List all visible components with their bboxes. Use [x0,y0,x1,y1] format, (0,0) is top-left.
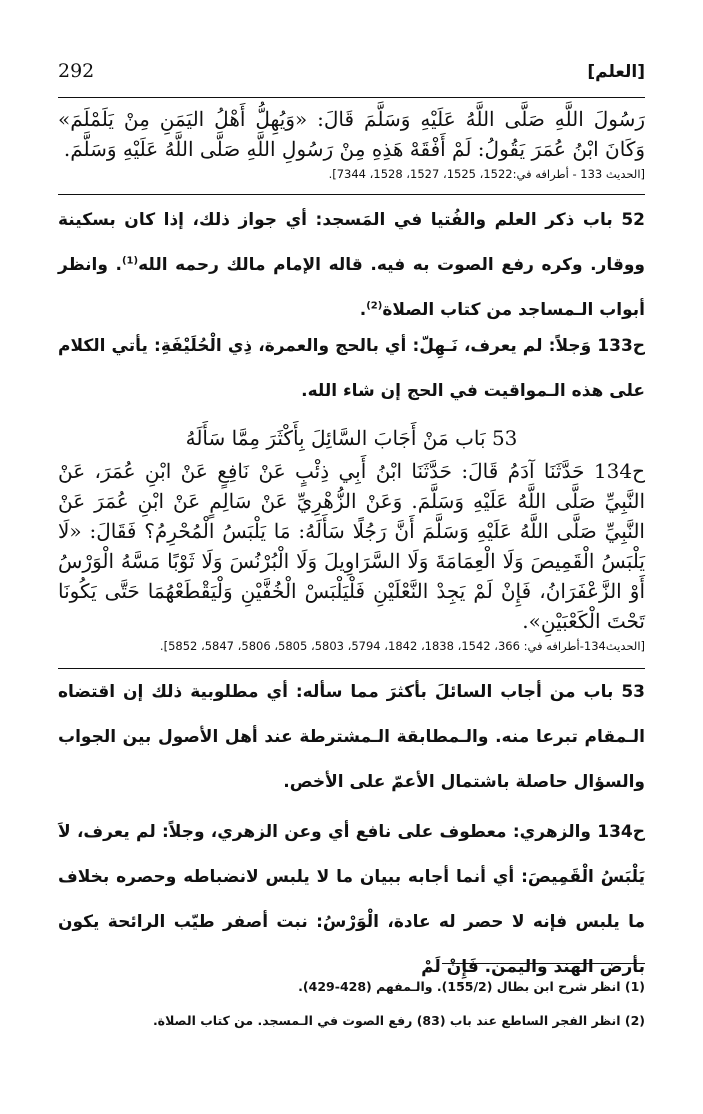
commentary-text-2: . وانظر أبواب الـمساجد من كتاب الصلاة [58,255,645,320]
chapter-title: باب من أجاب السائلَ بأكثرَ مما سأله: [295,682,614,702]
gloss-2: أي بالحج والعمرة، [258,336,407,356]
gloss-2: لم يعرف، [76,822,156,842]
running-head: [العلم] [587,62,645,82]
chapter-number: 53 [621,682,646,702]
footnote-rule [442,963,645,964]
commentary-text: أي جواز ذلك، إذا كان بسكينة ووقار. وكره رفع الصوت به فيه. قاله الإمام مالك رحمه الله [58,210,645,275]
hadith-number: ح133 [597,336,646,356]
header-rule [58,97,645,98]
keyword-3: لاَ يَلْبَسُ الْقَمِيصَ: [58,822,646,887]
section-rule-1 [58,194,645,195]
chapter-heading: 53 بَاب مَنْ أَجَابَ السَّائِلَ بِأَكْثَرَ مِمَّا سَأَلَهُ [185,426,518,450]
chapter-53-text [58,420,645,656]
chapter-title: باب ذكر العلم والفُتيا في المَسجد: [315,210,613,230]
footnote-2: (2) انظر الفجر الساطع عند باب (83) رفع الصوت في الـمسجد. من كتاب الصلاة. [152,1013,645,1028]
commentary-chapter-53 [58,670,645,805]
footnote-marker-1: (1) [121,255,139,267]
gloss-3: يأتي الكلام على هذه الـمواقيت في الحج إن شاء الله. [58,336,645,401]
page-header [58,60,645,94]
gloss-4: نبت أصفر طيّب الرائحة يكون بأرض الهند واليمن. [58,912,645,977]
hadith-134-text: ح134 حَدَّثَنَا آدَمُ قَالَ: حَدَّثَنَا ابْنُ أَبِي ذِئْبٍ عَنْ نَافِعٍ عَنْ ابْنِ عُمَرَ، عَنْ النَّبِيِّ صَلَّى اللَّهُ عَلَيْهِ وَسَلَّمَ. وَعَنْ الزُّهْرِيِّ عَنْ سَالِمٍ عَنْ ابْنِ عُمَرَ عَنْ النَّبِيِّ صَلَّى اللَّهُ عَلَيْهِ وَسَلَّمَ أَنَّ رَجُلًا سَأَلَهُ: مَا يَلْبَسُ الْمُحْرِمُ؟ فَقَالَ: «لَا يَلْبَسُ الْقَمِيصَ وَلَا الْعِمَامَةَ وَلَا السَّرَاوِيلَ وَلَا الْبُرْنُسَ وَلَا ثَوْبًا مَسَّهُ الْوَرْسُ أَوْ الزَّعْفَرَانُ، فَإِنْ لَمْ يَجِدْ النَّعْلَيْنِ فَلْيَلْبَسْ الْخُفَّيْنِ وَلْيَقْطَعْهُمَا حَتَّى يَكُونَا تَحْتَ الْكَعْبَيْنِ». [58,459,645,633]
chapter-number: 52 [621,210,646,230]
keyword-2: وجلاً: [161,822,205,842]
hadith-number: ح134 [597,822,646,842]
gloss-3: أي أنما أجابه ببيان ما لا يلبس لانضباطه وحصره بخلاف ما يلبس فإنه لا حصر له عادة، [58,867,645,932]
keyword-4: الْوَرْسُ: [316,912,379,932]
page-number: 292 [58,60,95,82]
gloss-1: معطوف على نافع أي وعن الزهري، [210,822,507,842]
hadith-134-reference: [الحديث134-أطرافه في: 366، 1542، 1838، 1842، 5794، 5803، 5805، 5806، 5847، 5852]. [159,639,645,653]
commentary-hadith-133 [58,324,645,414]
keyword-5: فَإِنْ لَمْ [421,957,479,977]
gloss-1: لم يعرف، [463,336,543,356]
hadith-reference: [الحديث 133 - أطرافه في:1522، 1525، 1527، 1528، 7344]. [328,167,645,181]
keyword-1: والزهري: [512,822,591,842]
commentary-text: أي مطلوبية ذلك إن اقتضاه الـمقام تبرعا منه. والـمطابقة الـمشترطة عند أهل الأصول بين الجواب والسؤال حاصلة باشتمال الأعمّ على الأخص. [58,682,645,792]
hadith-133-continuation [58,104,645,184]
keyword-3: ذِي الْحُلَيْفَةِ: [154,336,253,356]
keyword-2: نَـهِلّ: [412,336,458,356]
commentary-chapter-52: 52 باب ذكر العلم والفُتيا في المَسجد: أي جواز ذلك، إذا كان بسكينة ووقار. وكره رفع الصوت به فيه. قاله الإمام مالك رحمه الله$^{(1)}$. وانظر أبواب الـمساجد من كتاب الصلاة$^{(2)}$. [58,210,646,320]
section-rule-2 [58,668,645,669]
keyword-1: وَجلاً: [548,336,592,356]
footnote-marker-2: (2) [366,300,383,312]
footnote-1: (1) انظر شرح ابن بطال (155/2). والـمفهم (428-429). [298,979,645,994]
hadith-text: رَسُولَ اللَّهِ صَلَّى اللَّهُ عَلَيْهِ وَسَلَّمَ قَالَ: «وَيُهِلُّ أَهْلُ اليَمَنِ مِنْ يَلَمْلَمَ» وَكَانَ ابْنُ عُمَرَ يَقُولُ: لَمْ أَفْقَهْ هَذِهِ مِنْ رَسُولِ اللَّهِ صَلَّى اللَّهُ عَلَيْهِ وَسَلَّمَ. [58,107,645,161]
footnotes [58,970,645,1038]
